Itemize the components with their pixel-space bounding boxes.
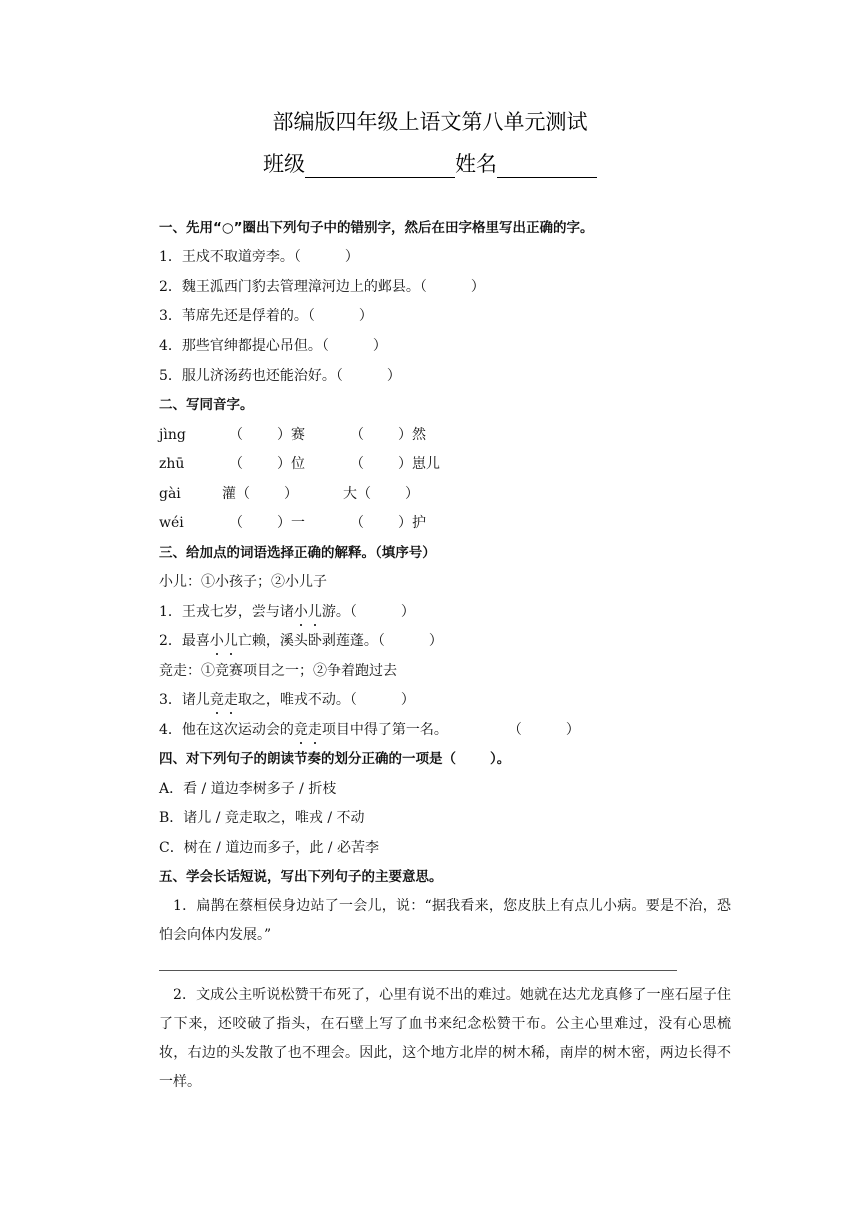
section3-item-2: 2．最喜小儿亡赖，溪头卧剥莲蓬。（ ） [159, 633, 443, 649]
section1-item-2: 2．魏王泒西门豹去管理漳河边上的邺县。（ ） [159, 279, 485, 295]
name-blank[interactable] [497, 155, 597, 178]
definition-jingzou: 竞走：①竞赛项目之一；②争着跑过去 [159, 663, 397, 679]
homophone-row3-a: 灌（ ） [222, 486, 298, 502]
section3-heading: 三、给加点的词语选择正确的解释。（填序号） [159, 545, 436, 561]
section4-heading: 四、对下列句子的朗读节奏的划分正确的一项是（ ）。 [159, 751, 511, 767]
section1-item-5: 5．服儿济汤药也还能治好。（ ） [159, 368, 401, 384]
section1-item-3: 3．苇席先还是俘着的。（ ） [159, 308, 373, 324]
pinyin-zhu: zhū [159, 456, 185, 472]
name-label: 姓名 [455, 152, 497, 176]
homophone-row2-a: （ ）位 [229, 456, 305, 472]
student-info-line [0, 148, 860, 178]
section3-item-1: 1．王戎七岁，尝与诸小儿游。（ ） [159, 604, 415, 620]
homophone-row4-b: （ ）护 [350, 515, 426, 531]
homophone-row4-a: （ ）一 [229, 515, 305, 531]
section1-heading: 一、先用“○”圈出下列句子中的错别字，然后在田字格里写出正确的字。 [159, 220, 594, 236]
pinyin-gai: gài [159, 486, 181, 502]
homophone-row2-b: （ ）崽儿 [350, 456, 440, 472]
section3-item-3: 3．诸儿竞走取之，唯戎不动。（ ） [159, 692, 415, 708]
section5-paragraph-1: 1．扁鹊在蔡桓侯身边站了一会儿，说：“据我看来，您皮肤上有点儿小病。要是不治，恐怕会向体内发展。” [159, 898, 731, 943]
homophone-row3-b: 大（ ） [343, 486, 419, 502]
option-c: C．树在 / 道边而多子，此 / 必苦李 [159, 840, 379, 856]
pinyin-jing: jìng [159, 427, 186, 443]
page-title: 部编版四年级上语文第八单元测试 [272, 110, 588, 134]
section1-item-4: 4．那些官绅都提心吊但。（ ） [159, 338, 387, 354]
option-b: B．诸儿 / 竞走取之，唯戎 / 不动 [159, 810, 365, 826]
section5-heading: 五、学会长话短说，写出下列句子的主要意思。 [159, 869, 443, 885]
section1-item-1: 1．王戍不取道旁李。（ ） [159, 249, 359, 265]
class-label: 班级 [263, 152, 305, 176]
pinyin-wei: wéi [159, 515, 184, 531]
homophone-row1-b: （ ）然 [350, 427, 426, 443]
homophone-row1-a: （ ）赛 [229, 427, 305, 443]
section5-paragraph-2: 2．文成公主听说松赞干布死了，心里有说不出的难过。她就在达尤龙真修了一座石屋子住了下来，还咬破了指头，在石壁上写了血书来纪念松赞干布。公主心里难过，没有心思梳妆，右边的头发散了也不理会。因此，这个地方北岸的树木稀，南岸的树木密，两边长得不一样。 [159, 987, 731, 1090]
option-a: A．看 / 道边李树多子 / 折枝 [159, 781, 337, 797]
class-blank[interactable] [305, 155, 455, 178]
section2-heading: 二、写同音字。 [159, 397, 254, 413]
answer-line[interactable] [159, 970, 677, 971]
section3-item-4: 4．他在这次运动会的竞走项目中得了第一名。 （ ） [159, 722, 580, 738]
definition-xiaoer: 小儿：①小孩子；②小儿子 [159, 574, 327, 590]
